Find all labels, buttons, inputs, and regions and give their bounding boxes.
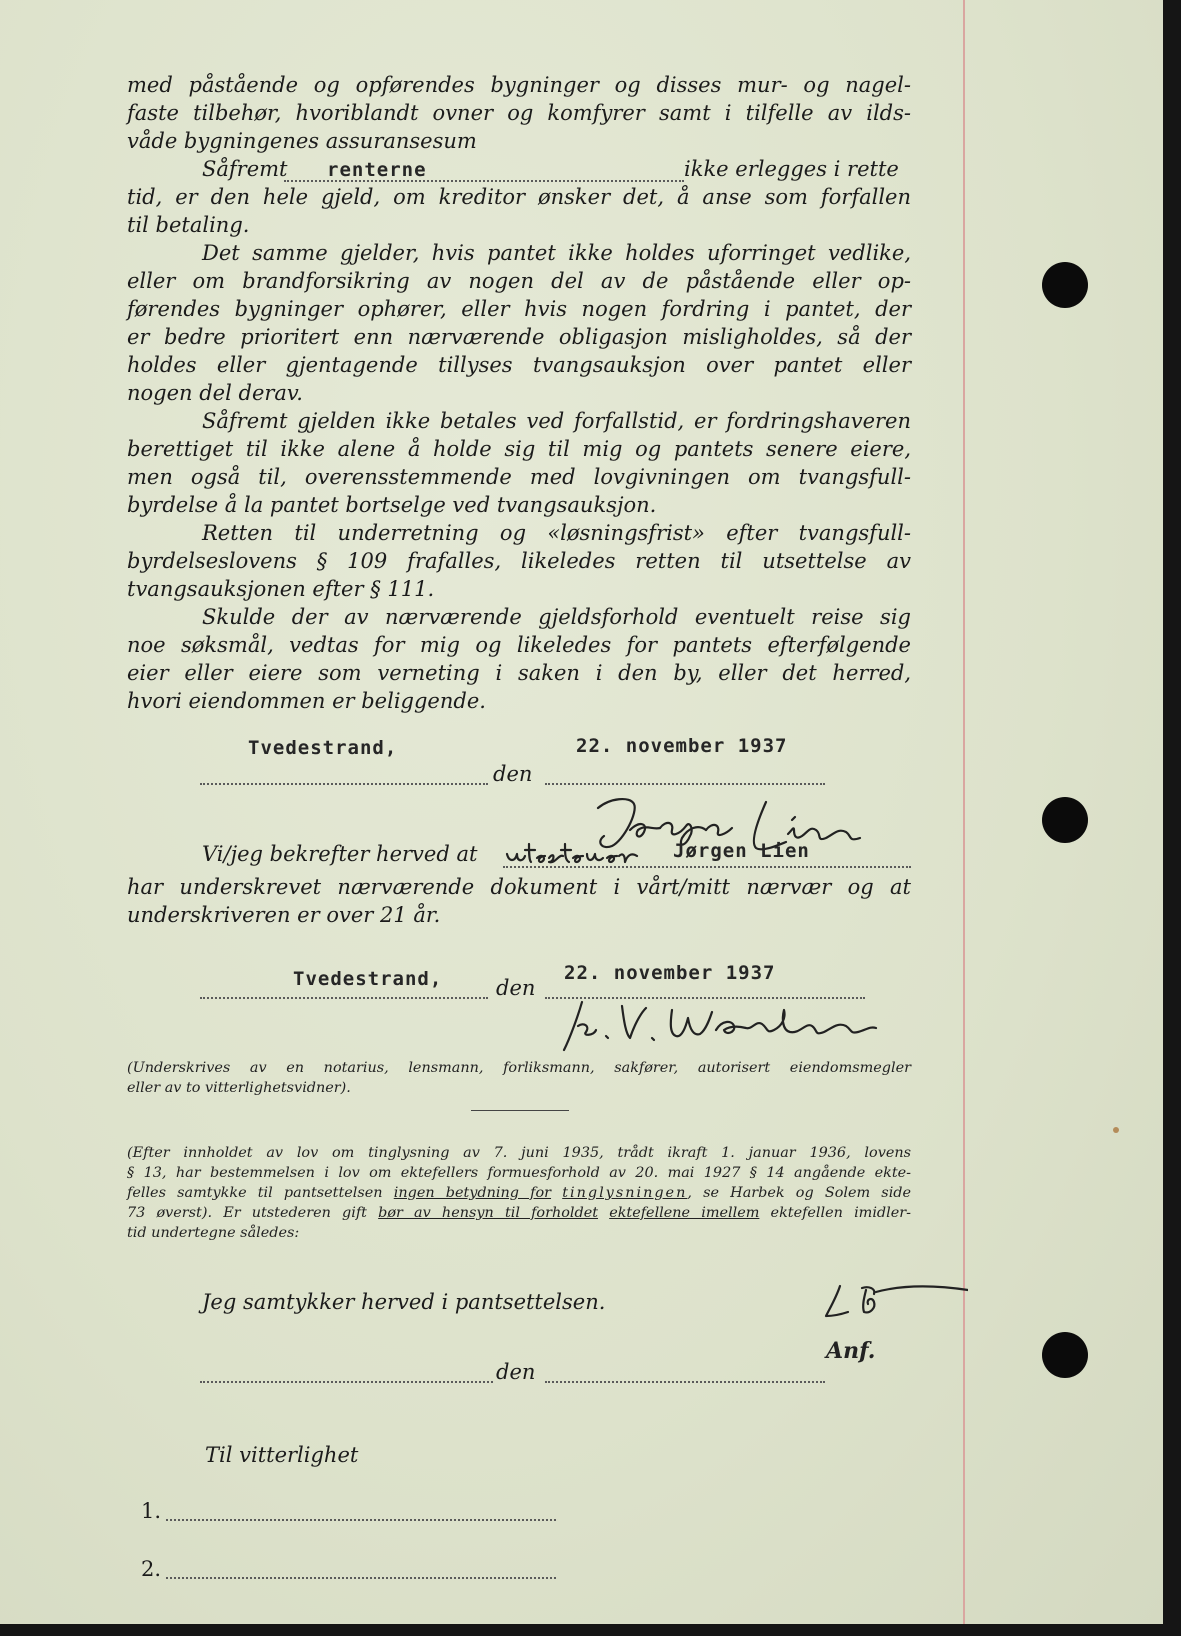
witness-number: 1. [141, 1499, 162, 1523]
den-label: den [493, 762, 533, 786]
date-typed: 22. november 1937 [564, 962, 776, 984]
note-underlined: tinglysningen [562, 1185, 688, 1201]
body-line: Såfremt gjelden ikke betales ved forfallstid, er fordringshaveren [202, 409, 911, 433]
witness-line: har underskrevet nærværende dokument i vårt/mitt nærvær og at [127, 875, 911, 899]
typed-renterne: renterne [327, 159, 427, 181]
den-label: den [496, 1360, 536, 1384]
body-line: noe søksmål, vedtas for mig og likeledes for pantets efterfølgende [127, 633, 911, 657]
body-line: eller om brandforsikring av nogen del av de påstående eller op- [127, 269, 911, 293]
body-line: Det samme gjelder, hvis pantet ikke holdes uforringet vedlike, [202, 241, 911, 265]
margin-initials [818, 1282, 968, 1392]
note-fragment: felles samtykke til pantsettelsen [127, 1185, 383, 1201]
consent-text: Jeg samtykker herved i pantsettelsen. [202, 1290, 606, 1314]
place-typed: Tvedestrand, [248, 737, 398, 759]
note-underlined: ektefellene imellem [609, 1205, 760, 1221]
body-line: berettiget til ikke alene å holde sig til mig og pantets senere eiere, [127, 437, 911, 461]
witness-1-line [166, 1519, 556, 1521]
note-underlined: ingen betydning for [393, 1185, 552, 1201]
punch-hole [1042, 797, 1088, 843]
body-line: eier eller eiere som verneting i saken i den by, eller det herred, [127, 661, 911, 685]
body-line: er bedre prioritert enn nærværende obligasjon misligholdes, så der [127, 325, 911, 349]
punch-hole [1042, 1332, 1088, 1378]
witness-number: 2. [141, 1557, 162, 1581]
note-line: eller av to vitterlighetsvidner). [127, 1080, 351, 1096]
body-line: nogen del derav. [127, 381, 303, 405]
note-line: § 13, har bestemmelsen i lov om ektefellers formuesforhold av 20. mai 1927 § 14 angående ekte- [127, 1165, 911, 1181]
body-line: førendes bygninger ophører, eller hvis nogen fordring i pantet, der [127, 297, 911, 321]
note-line: tid undertegne således: [127, 1225, 300, 1241]
margin-note-anf: Anf. [826, 1338, 876, 1364]
witness-line: underskriveren er over 21 år. [127, 903, 441, 927]
body-line: byrdelse å la pantet bortselge ved tvangsauksjon. [127, 493, 657, 517]
note-fragment: 73 øverst). Er utstederen gift [127, 1205, 367, 1221]
vitterlighet-title: Til vitterlighet [205, 1443, 359, 1467]
body-line: våde bygningenes assuransesum [127, 129, 477, 153]
body-line: faste tilbehør, hvoriblandt ovner og komfyrer samt i tilfelle av ilds- [127, 101, 911, 125]
body-line: men også til, overensstemmende med lovgivningen om tvangsfull- [127, 465, 911, 489]
dotted-field [200, 997, 488, 999]
witness-signature [560, 996, 920, 1056]
body-line: Retten til underretning og «løsningsfrist» efter tvangsfull- [202, 521, 911, 545]
body-line: til betaling. [127, 213, 250, 237]
body-line: Skulde der av nærværende gjeldsforhold eventuelt reise sig [202, 605, 911, 629]
note-fragment: ektefellen imidler- [770, 1205, 912, 1221]
body-line: tid, er den hele gjeld, om kreditor ønsker det, å anse som forfallen [127, 185, 911, 209]
note-line [127, 1203, 911, 1223]
date-typed: 22. november 1937 [576, 735, 788, 757]
punch-hole [1042, 262, 1088, 308]
dotted-field [545, 1381, 825, 1383]
note-line: (Efter innholdet av lov om tinglysning av 7. juni 1935, trådt ikraft 1. januar 1936, lovens [127, 1145, 911, 1161]
body-line: hvori eiendommen er beliggende. [127, 689, 486, 713]
paper-stain [1113, 1127, 1119, 1133]
place-typed: Tvedestrand, [293, 968, 443, 990]
dotted-field [200, 783, 488, 785]
note-underlined: bør av hensyn til forholdet [378, 1205, 599, 1221]
handwritten-utstederen [503, 838, 643, 872]
witness-prefix: Vi/jeg bekrefter herved at [202, 842, 478, 866]
note-line [127, 1183, 911, 1203]
body-line: med påstående og opførendes bygninger og disses mur- og nagel- [127, 73, 911, 97]
body-line: tvangsauksjonen efter § 111. [127, 577, 435, 601]
typed-name: Jørgen Lien [673, 840, 810, 862]
den-label: den [496, 976, 536, 1000]
body-line: holdes eller gjentagende tillyses tvangsauksjon over pantet eller [127, 353, 911, 377]
note-line: (Underskrives av en notarius, lensmann, forliksmann, sakfører, autorisert eiendomsmegler [127, 1060, 911, 1076]
dotted-field [545, 783, 825, 785]
dotted-field [200, 1381, 493, 1383]
witness-2-line [166, 1577, 556, 1579]
body-line: byrdelseslovens § 109 frafalles, likeledes retten til utsettelse av [127, 549, 911, 573]
safremt-label: Såfremt [202, 157, 288, 181]
note-fragment: , se Harbek og Solem side [687, 1185, 912, 1201]
safremt-tail: ikke erlegges i rette [684, 157, 899, 181]
separator-rule [471, 1110, 569, 1111]
